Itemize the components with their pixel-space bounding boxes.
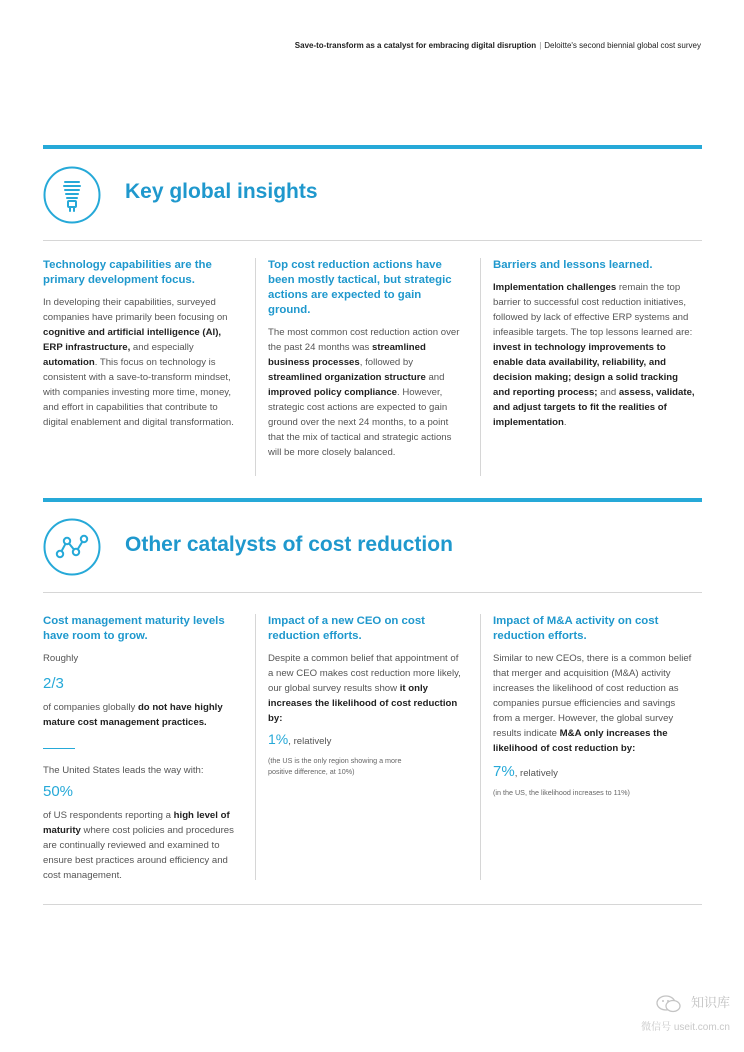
column-heading: Cost management maturity levels have room to grow. xyxy=(43,615,225,642)
column-heading: Top cost reduction actions have been mostly tactical, but strategic actions are expected to gain ground. xyxy=(268,259,452,316)
running-header xyxy=(295,41,701,50)
stat-seven-percent: 7% xyxy=(493,763,515,780)
watermark-top xyxy=(641,992,730,1014)
insight-column-technology xyxy=(43,258,239,430)
header-subtitle: Deloitte's second biennial global cost survey xyxy=(544,41,701,50)
column-heading: Impact of a new CEO on cost reduction efforts. xyxy=(268,615,425,642)
column-body: In developing their capabilities, surveyed companies have primarily been focusing on cognitive and artificial intelligence (AI), ERP infrastructure, and especially automation. This focus on technology is consistent with a save-to-transform mindset, with companies investing more time, money, and effort in capabilities that contribute to digital enablement and digital transformation. xyxy=(43,297,234,428)
column-divider xyxy=(255,614,256,880)
header-separator: | xyxy=(539,41,542,50)
section-divider-bar xyxy=(43,498,702,502)
footnote: (the US is the only region showing a more positive difference, at 10%) xyxy=(268,756,402,776)
column-divider xyxy=(480,614,481,880)
column-body: Implementation challenges remain the top barrier to successful cost reduction initiatives, followed by lack of effective ERP systems and infeasible targets. The top lessons learned are: invest in technology improvements to enable data availability, reliability, and decision making; design a solid tracking and reporting process; and assess, validate, and adjust targets to fit the realities of implementation. xyxy=(493,282,695,428)
section-rule xyxy=(43,240,702,241)
catalyst-column-maturity xyxy=(43,614,239,883)
insight-column-barriers xyxy=(493,258,695,430)
stat-two-thirds: 2/3 xyxy=(43,675,64,692)
column-divider xyxy=(480,258,481,476)
header-title: Save-to-transform as a catalyst for embracing digital disruption xyxy=(294,41,537,50)
column-text: Similar to new CEOs, there is a common belief that merger and acquisition (M&A) activity increases the likelihood of cost reduction as companies pursue efficiencies and savings from a merger. However, the global survey results indicate M&A only increases the likelihood of cost reduction by: xyxy=(493,653,692,754)
footnote: (in the US, the likelihood increases to 11%) xyxy=(493,788,630,797)
column-text: Despite a common belief that appointment of a new CEO makes cost reduction more likely, our global survey results show it only increases the likelihood of cost reduction by: xyxy=(268,653,461,724)
column-text: The United States leads the way with: xyxy=(43,765,204,776)
stat-fifty-percent: 50% xyxy=(43,783,74,800)
column-heading: Impact of M&A activity on cost reduction efforts. xyxy=(493,615,659,642)
column-heading: Technology capabilities are the primary development focus. xyxy=(43,259,212,286)
watermark-id: 微信号 useit.com.cn xyxy=(641,1022,730,1034)
insight-column-cost-actions xyxy=(268,258,464,460)
stat-line: 7%, relatively xyxy=(493,763,558,780)
bottom-rule xyxy=(43,904,702,905)
section-title-other-catalysts: Other catalysts of cost reduction xyxy=(125,533,453,556)
column-body: The most common cost reduction action over the past 24 months was streamlined business processes, followed by streamlined organization structure and improved policy compliance. However, strategic cost actions are expected to gain ground over the next 24 months, to a point that the mix of tactical and strategic actions will be more closely balanced. xyxy=(268,327,460,458)
column-text: of companies globally do not have highly mature cost management practices. xyxy=(43,702,223,728)
section-title-key-insights: Key global insights xyxy=(125,180,318,203)
column-text: of US respondents reporting a high level of maturity where cost policies and procedures are continually reviewed and examined to ensure best practices around efficiency and cost management. xyxy=(43,810,234,881)
column-text: Roughly xyxy=(43,653,79,664)
lightbulb-icon xyxy=(43,166,101,224)
watermark xyxy=(641,992,730,1033)
column-divider xyxy=(255,258,256,476)
section-rule xyxy=(43,592,702,593)
catalyst-column-mna xyxy=(493,614,695,798)
column-heading: Barriers and lessons learned. xyxy=(493,259,653,271)
accent-rule xyxy=(43,748,75,749)
stat-line: 1%, relatively xyxy=(268,731,332,747)
stat-one-percent: 1% xyxy=(268,731,289,747)
section-divider-bar xyxy=(43,145,702,149)
wechat-icon xyxy=(656,999,685,1010)
watermark-brand: 知识库 xyxy=(690,995,730,1010)
network-nodes-icon xyxy=(43,518,101,576)
catalyst-column-new-ceo xyxy=(268,614,464,777)
